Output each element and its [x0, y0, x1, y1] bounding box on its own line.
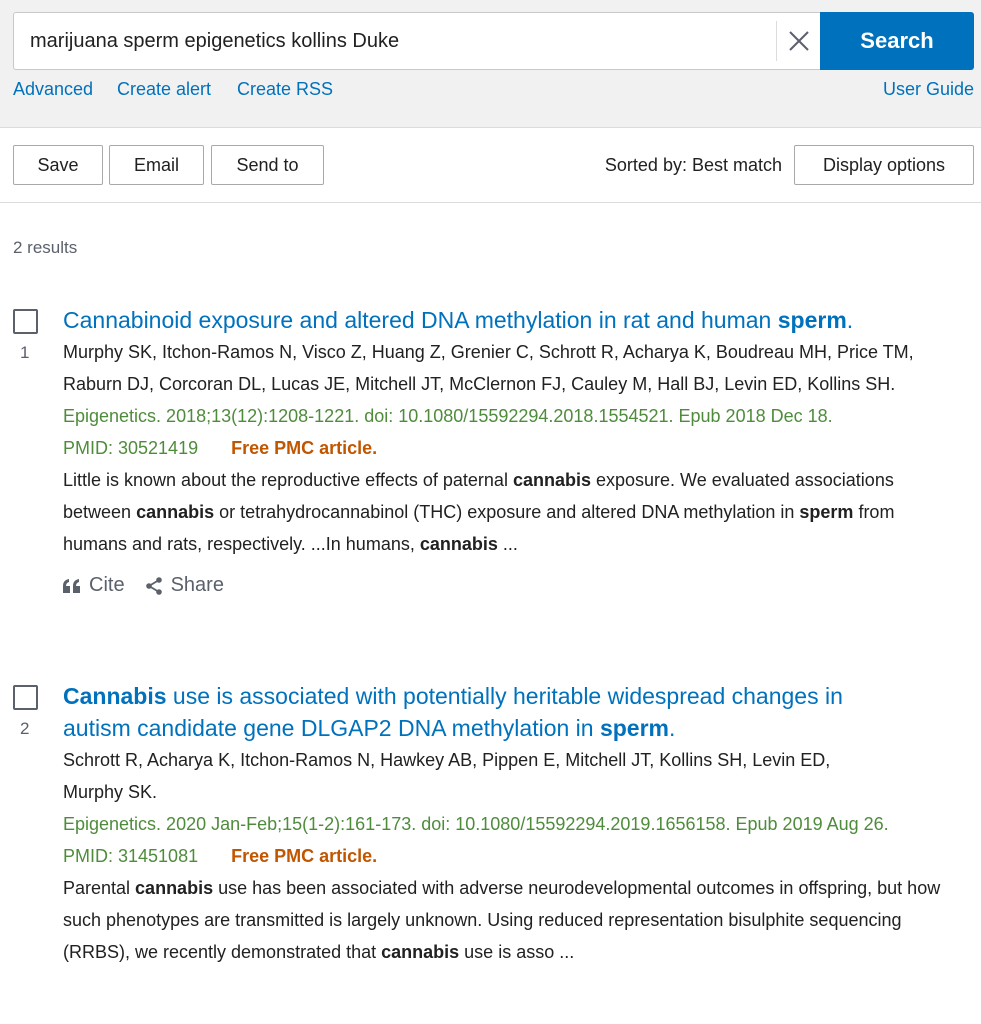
snippet-highlight: cannabis [419, 534, 498, 554]
search-box [13, 12, 820, 70]
share-icon [145, 577, 163, 595]
result-citation: Epigenetics. 2020 Jan-Feb;15(1-2):161-173. doi: 10.1080/15592294.2019.1656158. Epub 2019 Aug 26. [63, 814, 889, 834]
advanced-search-link[interactable]: Advanced [13, 79, 94, 99]
snippet-highlight: cannabis [381, 942, 460, 962]
title-text: . [846, 307, 854, 333]
snippet-text: exposure. We evaluated associations between [63, 470, 894, 522]
clear-search-button[interactable] [776, 21, 820, 61]
title-text: Cannabinoid exposure and altered DNA methylation in rat and human [63, 307, 778, 333]
create-alert-link[interactable]: Create alert [117, 79, 212, 99]
result-number: 2 [20, 719, 30, 738]
divider [0, 202, 981, 203]
create-rss-link[interactable]: Create RSS [237, 79, 334, 99]
snippet-text: Parental [63, 878, 136, 898]
search-button[interactable]: Search [820, 12, 974, 70]
search-input[interactable] [30, 13, 760, 69]
free-pmc-badge: Free PMC article. [231, 846, 378, 866]
cite-button[interactable] [63, 574, 125, 597]
sort-order-label: Sorted by: Best match [604, 155, 782, 175]
results-count: 2 results [13, 238, 78, 257]
snippet-text: from humans and rats, respectively. ...In humans, [63, 502, 895, 554]
result-number: 1 [20, 343, 30, 362]
search-bar-area [0, 0, 981, 128]
snippet-text: or tetrahydrocannabinol (THC) exposure and altered DNA methylation in [214, 502, 800, 522]
result-authors: Murphy SK, Itchon-Ramos N, Visco Z, Huang Z, Grenier C, Schrott R, Acharya K, Boudreau MH, Price TM, Raburn DJ, Corcoran DL, Lucas JE, Mitchell JT, McClernon FJ, Cauley M, Hall BJ, Levin ED, Kollins SH. [63, 342, 914, 394]
title-text: . [669, 715, 676, 741]
free-pmc-badge: Free PMC article. [231, 438, 378, 458]
title-text: use is associated with potentially heritable widespread changes in autism candidate gene DLGAP2 DNA methylation in [63, 683, 843, 741]
result-checkbox[interactable] [13, 309, 38, 334]
result-authors: Schrott R, Acharya K, Itchon-Ramos N, Hawkey AB, Pippen E, Mitchell JT, Kollins SH, Levin ED, Murphy SK. [63, 750, 831, 802]
pmid: PMID: 31451081 [63, 846, 199, 866]
share-button[interactable] [145, 574, 224, 597]
result-citation: Epigenetics. 2018;13(12):1208-1221. doi: 10.1080/15592294.2018.1554521. Epub 2018 Dec 18. [63, 406, 833, 426]
snippet-highlight: cannabis [512, 470, 591, 490]
share-label: Share [170, 574, 224, 596]
cite-label: Cite [89, 574, 125, 596]
close-icon [788, 30, 810, 52]
snippet-text: use has been associated with adverse neurodevelopmental outcomes in offspring, but how such phenotypes are transmitted is largely unknown. Using reduced representation bisulphite sequencing (RRBS), we recently demonstrated that [63, 878, 941, 962]
result-actions [63, 574, 963, 597]
title-highlight: Cannabis [63, 683, 167, 709]
search-result [63, 680, 963, 968]
save-button[interactable]: Save [13, 145, 103, 185]
result-title-link[interactable] [63, 304, 963, 336]
snippet-text: use is asso ... [459, 942, 575, 962]
snippet-highlight: cannabis [135, 878, 214, 898]
email-button[interactable]: Email [109, 145, 204, 185]
send-to-button[interactable]: Send to [211, 145, 324, 185]
display-options-button[interactable]: Display options [794, 145, 974, 185]
result-checkbox[interactable] [13, 685, 38, 710]
result-snippet [63, 464, 963, 560]
user-guide-link[interactable]: User Guide [882, 79, 974, 99]
quote-icon [63, 579, 81, 593]
snippet-highlight: sperm [799, 502, 854, 522]
title-highlight: sperm [777, 307, 847, 333]
title-highlight: sperm [599, 715, 670, 741]
search-result [63, 304, 963, 597]
pmid-line [63, 432, 963, 464]
snippet-highlight: cannabis [136, 502, 215, 522]
snippet-text: ... [497, 534, 518, 554]
result-snippet [63, 872, 963, 968]
snippet-text: Little is known about the reproductive effects of paternal [63, 470, 513, 490]
result-title-link[interactable] [63, 680, 913, 744]
pmid: PMID: 30521419 [63, 438, 199, 458]
pmid-line [63, 840, 963, 872]
